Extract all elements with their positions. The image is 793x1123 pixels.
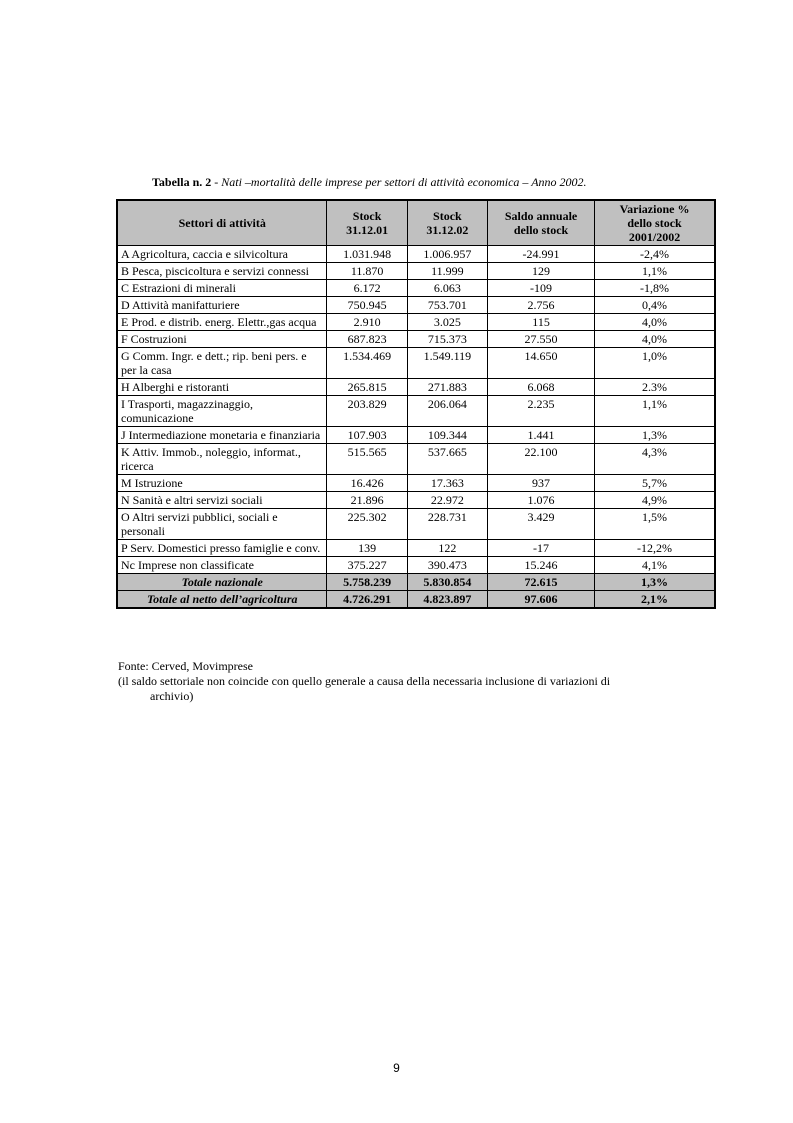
table-row [117,379,715,396]
cell-sector: F Costruzioni [117,331,327,348]
cell-stock-2001: 1.534.469 [327,348,407,379]
table-row [117,314,715,331]
cell-stock-2001: 5.758.239 [327,574,407,591]
cell-sector: J Intermediazione monetaria e finanziaria [117,427,327,444]
header-stock-2001: Stock 31.12.01 [327,200,407,246]
cell-saldo: 22.100 [488,444,595,475]
cell-stock-2001: 687.823 [327,331,407,348]
cell-stock-2001: 107.903 [327,427,407,444]
cell-stock-2001: 265.815 [327,379,407,396]
cell-stock-2001: 6.172 [327,280,407,297]
cell-saldo: 72.615 [488,574,595,591]
cell-sector: O Altri servizi pubblici, sociali e personali [117,509,327,540]
cell-stock-2001: 139 [327,540,407,557]
cell-stock-2001: 2.910 [327,314,407,331]
cell-stock-2001: 750.945 [327,297,407,314]
cell-sector: H Alberghi e ristoranti [117,379,327,396]
header-saldo: Saldo annuale dello stock [488,200,595,246]
cell-variazione: -1,8% [595,280,715,297]
cell-saldo: 6.068 [488,379,595,396]
cell-sector: G Comm. Ingr. e dett.; rip. beni pers. e per la casa [117,348,327,379]
table-row [117,331,715,348]
cell-stock-2001: 21.896 [327,492,407,509]
cell-variazione: -2,4% [595,246,715,263]
cell-variazione: 4,1% [595,557,715,574]
cell-stock-2001: 203.829 [327,396,407,427]
cell-stock-2002: 22.972 [407,492,487,509]
cell-variazione: 0,4% [595,297,715,314]
cell-stock-2002: 271.883 [407,379,487,396]
source-note: Fonte: Cerved, Movimprese [118,659,253,673]
table-row [117,396,715,427]
cell-stock-2002: 390.473 [407,557,487,574]
cell-stock-2002: 3.025 [407,314,487,331]
cell-sector: M Istruzione [117,475,327,492]
page-number: 9 [393,1061,400,1075]
caption-title: Nati –mortalità delle imprese per settori di attività economica – Anno 2002. [221,175,587,189]
cell-variazione: 2.3% [595,379,715,396]
cell-saldo: 14.650 [488,348,595,379]
table-row [117,263,715,280]
cell-sector: K Attiv. Immob., noleggio, informat., ricerca [117,444,327,475]
cell-stock-2002: 537.665 [407,444,487,475]
cell-stock-2002: 17.363 [407,475,487,492]
caption-label: Tabella n. 2 [152,175,212,189]
cell-saldo: 97.606 [488,591,595,609]
cell-variazione: 1,5% [595,509,715,540]
remark-note-line2: archivio) [150,689,194,703]
cell-stock-2002: 109.344 [407,427,487,444]
cell-saldo: 2.235 [488,396,595,427]
table-row [117,557,715,574]
cell-variazione: 2,1% [595,591,715,609]
cell-stock-2002: 753.701 [407,297,487,314]
cell-stock-2002: 228.731 [407,509,487,540]
cell-variazione: -12,2% [595,540,715,557]
cell-variazione: 1,3% [595,574,715,591]
cell-stock-2001: 16.426 [327,475,407,492]
cell-stock-2002: 11.999 [407,263,487,280]
cell-stock-2001: 4.726.291 [327,591,407,609]
statistics-table [116,199,716,609]
cell-stock-2001: 515.565 [327,444,407,475]
table-row [117,540,715,557]
cell-sector: B Pesca, piscicoltura e servizi connessi [117,263,327,280]
cell-variazione: 4,0% [595,331,715,348]
cell-sector: Totale al netto dell’agricoltura [117,591,327,609]
table-row [117,492,715,509]
cell-stock-2001: 225.302 [327,509,407,540]
cell-sector: A Agricoltura, caccia e silvicoltura [117,246,327,263]
cell-sector: C Estrazioni di minerali [117,280,327,297]
cell-saldo: -17 [488,540,595,557]
table-notes [118,659,698,704]
cell-variazione: 4,3% [595,444,715,475]
table-caption [152,175,587,190]
cell-variazione: 4,9% [595,492,715,509]
cell-saldo: 2.756 [488,297,595,314]
table-row [117,427,715,444]
cell-saldo: -24.991 [488,246,595,263]
remark-note-line1: (il saldo settoriale non coincide con quello generale a causa della necessaria inclusione di variazioni di [118,674,611,688]
cell-stock-2002: 4.823.897 [407,591,487,609]
caption-separator: - [211,175,222,189]
cell-variazione: 1,1% [595,263,715,280]
cell-sector: Totale nazionale [117,574,327,591]
table-row [117,444,715,475]
cell-sector: I Trasporti, magazzinaggio, comunicazione [117,396,327,427]
table-row [117,348,715,379]
cell-sector: D Attività manifatturiere [117,297,327,314]
cell-stock-2002: 715.373 [407,331,487,348]
header-variazione: Variazione % dello stock 2001/2002 [595,200,715,246]
cell-variazione: 1,1% [595,396,715,427]
cell-stock-2002: 206.064 [407,396,487,427]
total-row-netto-agricoltura [117,591,715,609]
cell-saldo: 129 [488,263,595,280]
cell-sector: E Prod. e distrib. energ. Elettr.,gas acqua [117,314,327,331]
cell-variazione: 1,3% [595,427,715,444]
cell-stock-2002: 1.549.119 [407,348,487,379]
cell-saldo: 27.550 [488,331,595,348]
table-row [117,509,715,540]
cell-variazione: 4,0% [595,314,715,331]
cell-saldo: 1.441 [488,427,595,444]
cell-saldo: 937 [488,475,595,492]
table-row [117,246,715,263]
header-stock-2002: Stock 31.12.02 [407,200,487,246]
header-settori: Settori di attività [117,200,327,246]
cell-sector: P Serv. Domestici presso famiglie e conv. [117,540,327,557]
cell-stock-2002: 6.063 [407,280,487,297]
cell-sector: N Sanità e altri servizi sociali [117,492,327,509]
table-row [117,475,715,492]
cell-saldo: 1.076 [488,492,595,509]
cell-stock-2002: 5.830.854 [407,574,487,591]
total-row-nazionale [117,574,715,591]
cell-variazione: 1,0% [595,348,715,379]
table-header-row [117,200,715,246]
cell-saldo: 15.246 [488,557,595,574]
cell-stock-2001: 1.031.948 [327,246,407,263]
cell-stock-2002: 122 [407,540,487,557]
cell-saldo: -109 [488,280,595,297]
cell-saldo: 3.429 [488,509,595,540]
cell-saldo: 115 [488,314,595,331]
table-row [117,297,715,314]
cell-sector: Nc Imprese non classificate [117,557,327,574]
cell-stock-2001: 11.870 [327,263,407,280]
cell-variazione: 5,7% [595,475,715,492]
cell-stock-2002: 1.006.957 [407,246,487,263]
table-row [117,280,715,297]
cell-stock-2001: 375.227 [327,557,407,574]
